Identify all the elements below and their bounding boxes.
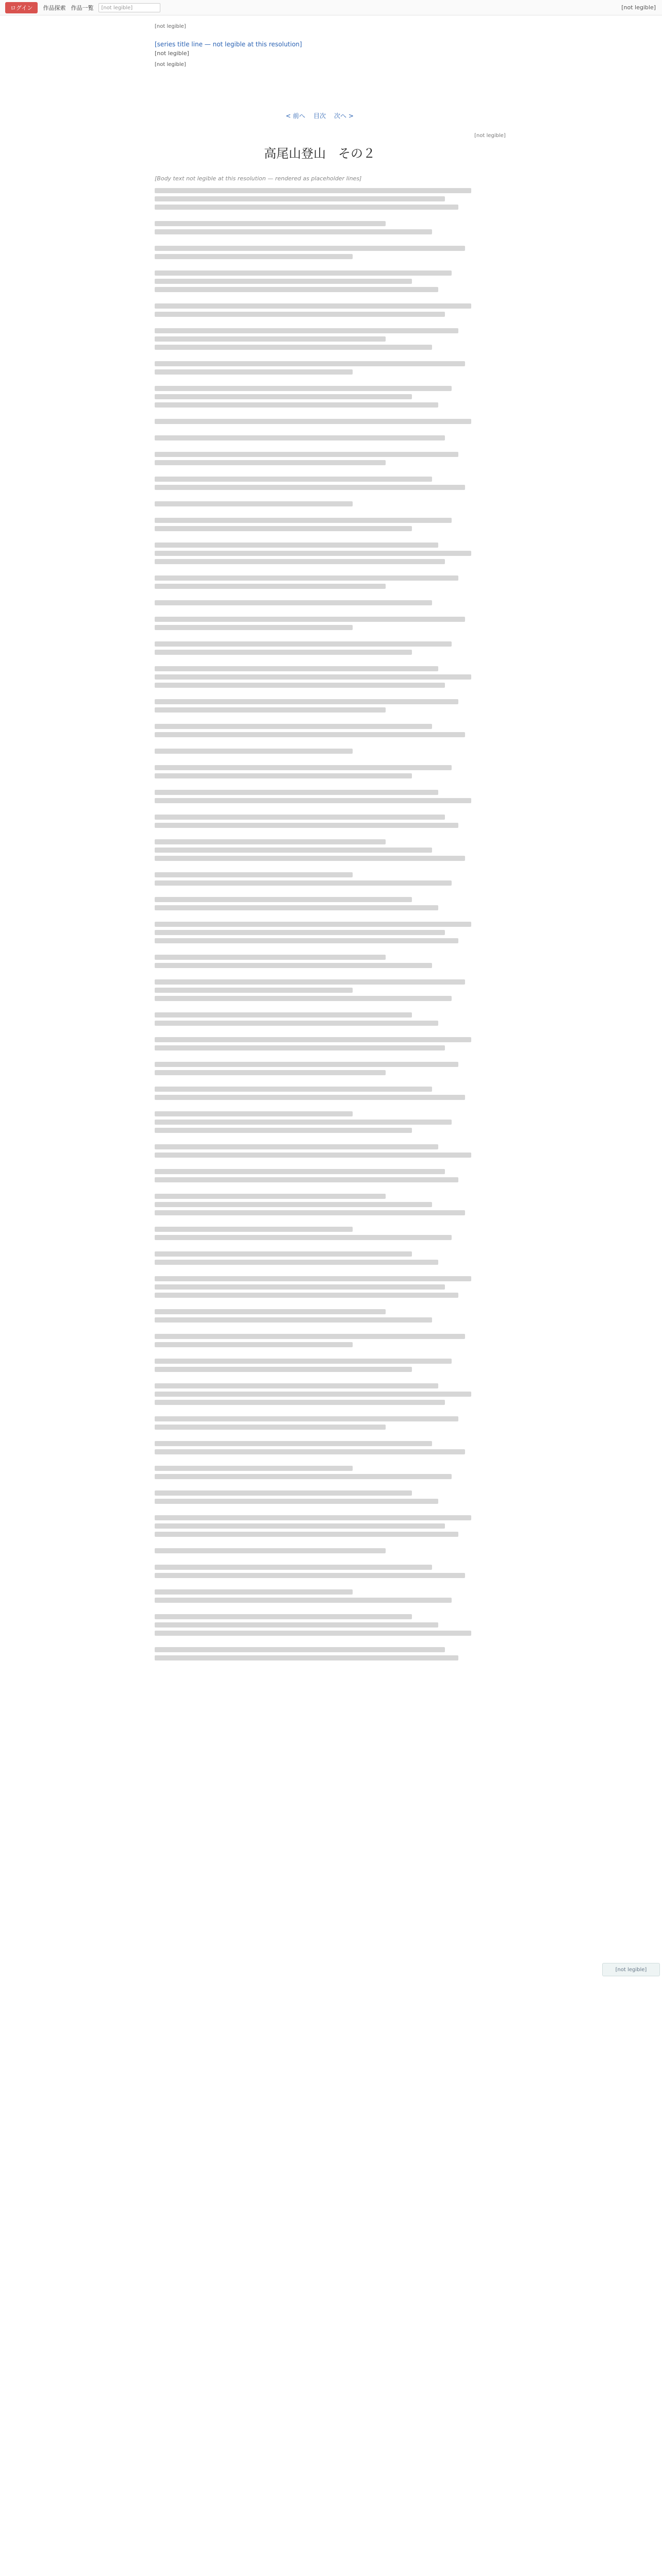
text-line-placeholder xyxy=(155,641,452,647)
text-line-placeholder xyxy=(155,477,432,482)
series-title-link[interactable]: [series title line — not legible at this resolution] xyxy=(155,41,302,48)
text-line-placeholder xyxy=(155,1284,445,1290)
text-line-placeholder xyxy=(155,1523,445,1529)
text-line-placeholder xyxy=(155,823,458,828)
paragraph-gap xyxy=(155,1556,485,1565)
paragraph-gap xyxy=(155,1375,485,1383)
text-line-placeholder xyxy=(155,1359,452,1364)
text-line-placeholder xyxy=(155,1153,471,1158)
text-line-placeholder xyxy=(155,188,471,193)
paragraph-gap xyxy=(155,1540,485,1548)
series-info xyxy=(155,24,485,67)
chapter-title: 高尾山登山 その２ xyxy=(264,146,375,161)
paragraph-gap xyxy=(155,740,485,749)
paragraph-gap xyxy=(155,567,485,575)
text-line-placeholder xyxy=(155,419,471,424)
text-line-placeholder xyxy=(155,1515,471,1520)
text-line-placeholder xyxy=(155,749,353,754)
paragraph-gap xyxy=(155,658,485,666)
paragraph-gap xyxy=(155,1326,485,1334)
nav-link-explore[interactable]: 作品探索 xyxy=(43,5,66,11)
text-line-placeholder xyxy=(155,1342,353,1347)
text-line-placeholder xyxy=(155,1309,386,1314)
text-line-placeholder xyxy=(155,617,465,622)
paragraph-gap xyxy=(155,1458,485,1466)
text-line-placeholder xyxy=(155,575,458,581)
paragraph-gap xyxy=(155,213,485,221)
text-line-placeholder xyxy=(155,724,432,729)
paragraph-gap xyxy=(155,1581,485,1589)
text-line-placeholder xyxy=(155,930,445,935)
paragraph-gap xyxy=(155,1301,485,1309)
text-line-placeholder xyxy=(155,229,432,234)
paragraph-gap xyxy=(155,295,485,303)
index-link[interactable]: 目次 xyxy=(313,112,326,120)
text-line-placeholder xyxy=(155,848,432,853)
text-line-placeholder xyxy=(155,1466,353,1471)
paragraph-gap xyxy=(155,1054,485,1062)
text-line-placeholder xyxy=(155,798,471,803)
episode-count: [not legible] xyxy=(474,133,506,139)
text-line-placeholder xyxy=(155,1194,386,1199)
unread-note: [Body text not legible at this resolution — rendered as placeholder lines] xyxy=(155,175,362,182)
top-right-link[interactable]: [not legible] xyxy=(621,4,656,11)
paragraph-gap xyxy=(155,806,485,815)
paragraph-gap xyxy=(155,427,485,435)
text-line-placeholder xyxy=(155,922,471,927)
login-button[interactable]: ログイン xyxy=(5,2,38,13)
paragraph-gap xyxy=(155,971,485,979)
text-line-placeholder xyxy=(155,254,353,259)
text-line-placeholder xyxy=(155,674,471,680)
paragraph-gap xyxy=(155,1004,485,1012)
paragraph-gap xyxy=(155,1218,485,1227)
paragraph-gap xyxy=(155,691,485,699)
text-line-placeholder xyxy=(155,270,452,276)
text-line-placeholder xyxy=(155,460,386,465)
text-line-placeholder xyxy=(155,1334,465,1339)
text-line-placeholder xyxy=(155,1631,471,1636)
text-line-placeholder xyxy=(155,246,465,251)
text-line-placeholder xyxy=(155,1087,432,1092)
text-line-placeholder xyxy=(155,518,452,523)
text-line-placeholder xyxy=(155,1532,458,1537)
nav-link-list[interactable]: 作品一覧 xyxy=(71,5,94,11)
paragraph-gap xyxy=(155,716,485,724)
novel-body xyxy=(155,175,485,2571)
text-line-placeholder xyxy=(155,1392,471,1397)
text-line-placeholder xyxy=(155,839,386,844)
text-line-placeholder xyxy=(155,815,445,820)
paragraph-gap xyxy=(155,320,485,328)
text-line-placeholder xyxy=(155,402,438,408)
text-line-placeholder xyxy=(155,707,386,713)
text-line-placeholder xyxy=(155,625,353,630)
text-line-placeholder xyxy=(155,221,386,226)
text-line-placeholder xyxy=(155,650,412,655)
text-line-placeholder xyxy=(155,1441,432,1446)
paragraph-gap xyxy=(155,493,485,501)
paragraph-gap xyxy=(155,1639,485,1647)
text-line-placeholder xyxy=(155,1260,438,1265)
text-line-placeholder xyxy=(155,312,445,317)
paragraph-gap xyxy=(155,411,485,419)
text-line-placeholder xyxy=(155,328,458,333)
text-line-placeholder xyxy=(155,872,353,877)
text-line-placeholder xyxy=(155,988,353,993)
text-line-placeholder xyxy=(155,485,465,490)
text-line-placeholder xyxy=(155,336,386,342)
paragraph-gap xyxy=(155,946,485,955)
paragraph-gap xyxy=(155,1243,485,1251)
paragraph-gap xyxy=(155,592,485,600)
text-line-placeholder xyxy=(155,394,412,399)
text-line-placeholder xyxy=(155,303,471,309)
text-line-placeholder xyxy=(155,1111,353,1116)
paragraph-gap xyxy=(155,534,485,543)
text-line-placeholder xyxy=(155,1293,458,1298)
text-line-placeholder xyxy=(155,361,465,366)
top-note: [not legible] xyxy=(155,24,186,29)
text-line-placeholder xyxy=(155,1367,412,1372)
series-author: [not legible] xyxy=(155,50,189,57)
paragraph-gap xyxy=(155,889,485,897)
text-line-placeholder xyxy=(155,666,438,671)
text-line-placeholder xyxy=(155,1210,465,1215)
text-line-placeholder xyxy=(155,1573,465,1578)
text-line-placeholder xyxy=(155,1622,438,1628)
ad-note: [not legible] xyxy=(155,62,186,67)
paragraph-gap xyxy=(155,1136,485,1144)
text-line-placeholder xyxy=(155,1021,438,1026)
text-line-placeholder xyxy=(155,205,458,210)
text-line-placeholder xyxy=(155,1202,432,1207)
text-line-placeholder xyxy=(155,897,412,902)
paragraph-gap xyxy=(155,633,485,641)
text-line-placeholder xyxy=(155,979,465,985)
text-line-placeholder xyxy=(155,196,445,201)
paragraph-gap xyxy=(155,831,485,839)
text-line-placeholder xyxy=(155,1589,353,1595)
text-line-placeholder xyxy=(155,1251,412,1257)
text-line-placeholder xyxy=(155,559,445,564)
text-line-placeholder xyxy=(155,551,471,556)
paragraph-gap xyxy=(155,1029,485,1037)
text-line-placeholder xyxy=(155,1565,432,1570)
paragraph-gap xyxy=(155,1482,485,1490)
paragraph-gap xyxy=(155,608,485,617)
text-line-placeholder xyxy=(155,345,432,350)
text-line-placeholder xyxy=(155,501,353,506)
text-line-placeholder xyxy=(155,996,452,1001)
paragraph-gap xyxy=(155,1408,485,1416)
text-line-placeholder xyxy=(155,963,432,968)
text-line-placeholder xyxy=(155,1474,452,1479)
text-line-placeholder xyxy=(155,1095,465,1100)
paragraph-gap xyxy=(155,1078,485,1087)
text-line-placeholder xyxy=(155,369,353,375)
text-line-placeholder xyxy=(155,279,412,284)
text-line-placeholder xyxy=(155,1128,412,1133)
text-line-placeholder xyxy=(155,1045,445,1050)
text-line-placeholder xyxy=(155,790,438,795)
text-line-placeholder xyxy=(155,1037,471,1042)
paragraph-gap xyxy=(155,1161,485,1169)
paragraph-gap xyxy=(155,468,485,477)
text-line-placeholder xyxy=(155,1177,458,1182)
paragraph-gap xyxy=(155,238,485,246)
paragraph-gap xyxy=(155,510,485,518)
text-line-placeholder xyxy=(155,856,465,861)
top-navigation-bar xyxy=(0,0,662,15)
paragraph-gap xyxy=(155,757,485,765)
paragraph-gap xyxy=(155,1507,485,1515)
pager-top xyxy=(155,111,485,120)
text-line-placeholder xyxy=(155,1647,445,1652)
text-line-placeholder xyxy=(155,765,452,770)
paragraph-gap xyxy=(155,1103,485,1111)
text-line-placeholder xyxy=(155,1614,412,1619)
text-line-placeholder xyxy=(155,1062,458,1067)
text-line-placeholder xyxy=(155,526,412,531)
paragraph-gap xyxy=(155,782,485,790)
text-line-placeholder xyxy=(155,1548,386,1553)
text-line-placeholder xyxy=(155,435,445,440)
text-line-placeholder xyxy=(155,1598,452,1603)
text-line-placeholder xyxy=(155,905,438,910)
text-line-placeholder xyxy=(155,1012,412,1018)
text-line-placeholder xyxy=(155,938,458,943)
text-line-placeholder xyxy=(155,584,386,589)
text-line-placeholder xyxy=(155,880,452,886)
text-line-placeholder xyxy=(155,1120,452,1125)
text-line-placeholder xyxy=(155,1449,465,1454)
text-line-placeholder xyxy=(155,287,438,292)
text-line-placeholder xyxy=(155,1235,452,1240)
paragraph-gap xyxy=(155,913,485,922)
search-input[interactable]: [not legible] xyxy=(98,3,160,12)
text-line-placeholder xyxy=(155,699,458,704)
text-line-placeholder xyxy=(155,732,465,737)
paragraph-gap xyxy=(155,1433,485,1441)
text-line-placeholder xyxy=(155,1416,458,1421)
next-link[interactable]: 次へ > xyxy=(334,112,354,120)
text-line-placeholder xyxy=(155,1169,445,1174)
top-nav-left xyxy=(5,0,160,15)
text-line-placeholder xyxy=(155,1490,412,1496)
side-floating-button[interactable]: [not legible] xyxy=(602,1963,660,1976)
text-line-placeholder xyxy=(155,1400,445,1405)
paragraph-gap xyxy=(155,864,485,872)
prev-link[interactable]: < 前へ xyxy=(286,112,305,120)
text-line-placeholder xyxy=(155,1144,438,1149)
text-line-placeholder xyxy=(155,600,432,605)
paragraph-gap xyxy=(155,1185,485,1194)
paragraph-gap xyxy=(155,353,485,361)
text-line-placeholder xyxy=(155,955,386,960)
text-line-placeholder xyxy=(155,1499,438,1504)
paragraph-gap xyxy=(155,1350,485,1359)
paragraph-gap xyxy=(155,1268,485,1276)
paragraph-gap xyxy=(155,1606,485,1614)
paragraph-gap xyxy=(155,262,485,270)
text-line-placeholder xyxy=(155,1317,432,1323)
paragraph-gap xyxy=(155,444,485,452)
text-line-placeholder xyxy=(155,386,452,391)
text-line-placeholder xyxy=(155,1383,438,1388)
text-line-placeholder xyxy=(155,1276,471,1281)
paragraph-gap xyxy=(155,1664,485,1672)
text-line-placeholder xyxy=(155,1070,386,1075)
text-line-placeholder xyxy=(155,1227,353,1232)
text-line-placeholder xyxy=(155,773,412,778)
text-line-placeholder xyxy=(155,683,445,688)
text-line-placeholder xyxy=(155,543,438,548)
text-line-placeholder xyxy=(155,1655,458,1660)
text-line-placeholder xyxy=(155,1425,386,1430)
text-line-placeholder xyxy=(155,452,458,457)
paragraph-gap xyxy=(155,378,485,386)
